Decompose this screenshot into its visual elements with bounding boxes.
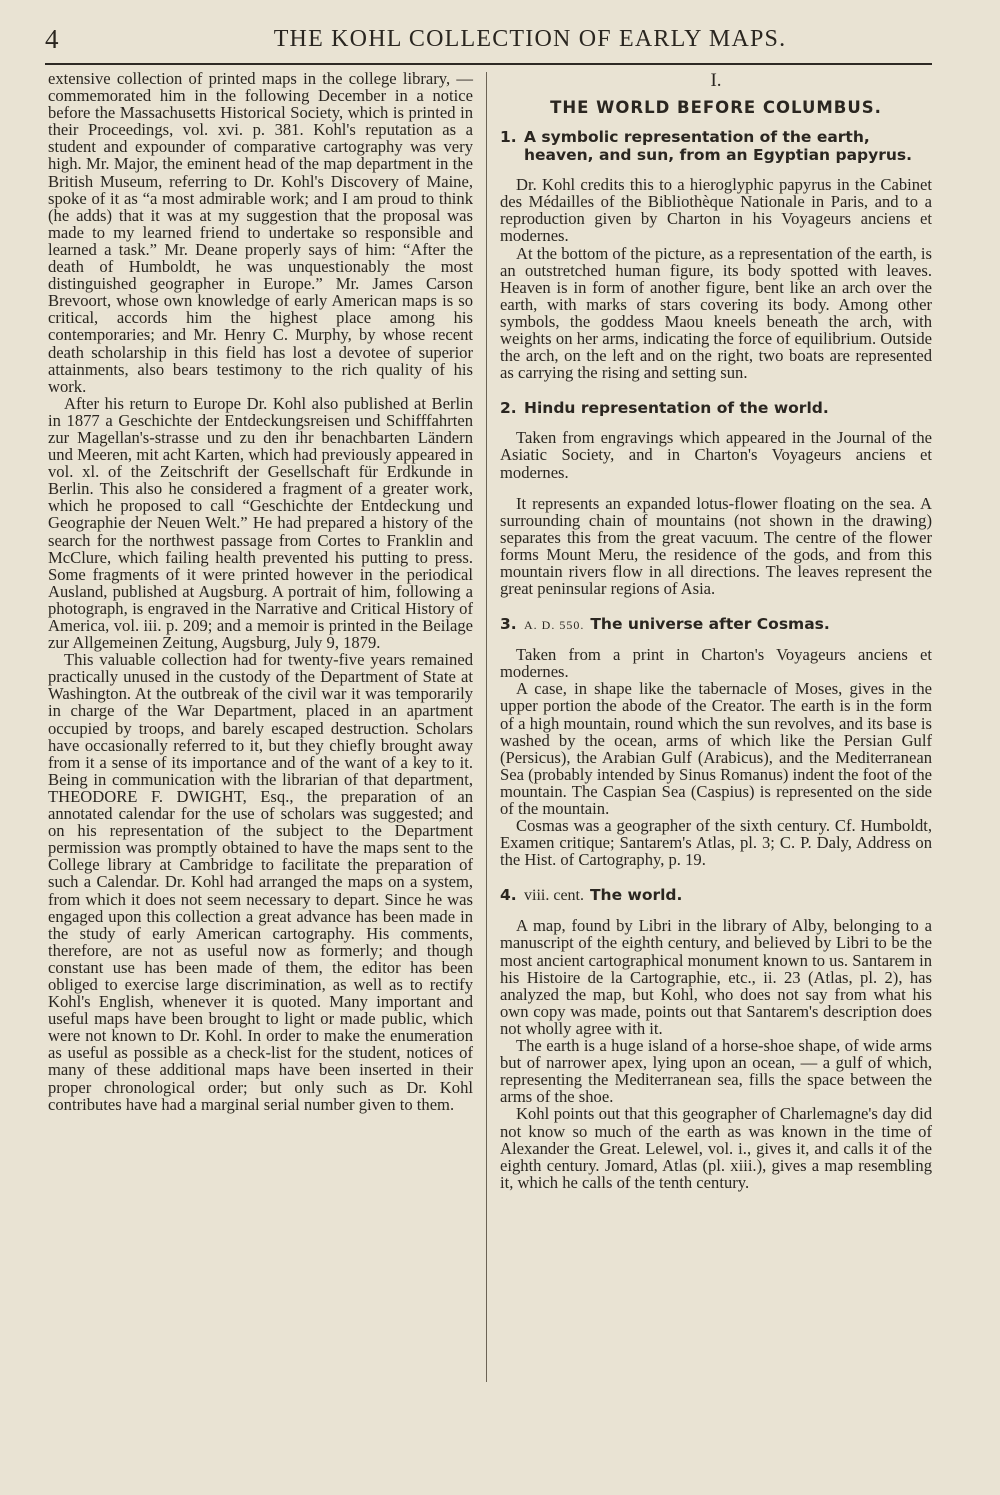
paragraph: A map, found by Libri in the library of Alby, belonging to a manuscript of the eighth century, and believed by Libri to be the most ancient cartographical monument known to us. Santarem in his Histoire de la Cartographie, etc., ii. 23 (Atlas, pl. 2), has analyzed the map, but Kohl, who does not say from what his own copy was made, points out that Santarem's description does not wholly agree with it. xyxy=(500,916,932,1038)
paragraph: At the bottom of the picture, as a representation of the earth, is an outstretched human figure, its body spotted with leaves. Heaven is in form of another figure, bent like an arch over the earth, with marks of stars covering its body. Among other symbols, the goddess Maou kneels beneath the arch, with weights on her arms, indicating the force of equilibrium. Outside the arch, on the left and on the right, two boats are represented as carrying the rising and setting sun. xyxy=(500,243,932,383)
page-header xyxy=(45,22,945,62)
right-column xyxy=(500,70,932,1191)
map-entry xyxy=(500,128,932,381)
header-rule xyxy=(45,63,932,65)
paragraph: Taken from engravings which appeared in the Journal of the Asiatic Society, and in Charton's Voyageurs anciens et modernes. xyxy=(500,428,932,482)
section-number: I. xyxy=(710,70,722,91)
entry-heading xyxy=(500,615,932,634)
running-title: THE KOHL COLLECTION OF EARLY MAPS. xyxy=(273,26,787,52)
paragraph: extensive collection of printed maps in the college library, — commemorated him in the following December in a notice before the Massachusetts Historical Society, which is printed in their Proceedings, vol. xvi. p. 381. Kohl's reputation as a student and expounder of comparative cartography was very high. Mr. Major, the eminent head of the map department in the British Museum, referring to Dr. Kohl's Discovery of Maine, spoke of it as “a most admirable work; and I am proud to think (he adds) that it was at my suggestion that the proposal was made to my learned friend to undertake so responsible and learned a task.” Mr. Deane properly says of him: “After the death of Humboldt, he was unquestionably the most distinguished geographer in Europe.” Mr. James Carson Brevoort, whose own knowledge of early American maps is so critical, accords him the highest place among his contemporaries; and Mr. Henry C. Murphy, by whose recent death scholarship in this field has lost a devotee of superior attainments, also bears testimony to the rich quality of his work. xyxy=(48,69,473,396)
map-entry xyxy=(500,615,932,868)
spacer xyxy=(500,381,932,399)
section-title: THE WORLD BEFORE COLUMBUS. xyxy=(550,98,882,118)
spacer xyxy=(500,597,932,615)
paragraph: A case, in shape like the tabernacle of Moses, gives in the upper portion the abode of the Creator. The earth is in the form of a high mountain, round which the sun revolves, and its base is washed by the ocean, arms of which like the Persian Gulf (Persicus), the Arabian Gulf (Arabicus), and the Mediterranean Sea (probably intended by Sinus Romanus) indent the foot of the mountain. The Caspian Sea (Caspius) is represented on the side of the mountain. xyxy=(500,679,932,818)
paragraph: After his return to Europe Dr. Kohl also published at Berlin in 1877 a Geschichte der Entdeckungsreisen und Schifffahrten zur Magellan's-strasse und zu den ihr benachbarten Ländern und Meeren, mit acht Karten, which had previously appeared in vol. xl. of the Zeitschrift der Gesellschaft für Erdkunde in Berlin. This also he considered a fragment of a greater work, which he proposed to call “Geschichte der Entdeckung und Geographie der Neuen Welt.” He had prepared a history of the search for the northwest passage from Cortes to Franklin and McClure, which failing health prevented his putting to press. Some fragments of it were printed however in the periodical Ausland, published at Augsburg. A portrait of him, following a photograph, is engraved in the Narrative and Critical History of America, vol. iii. p. 209; and a memoir is printed in the Beilage zur Allgemeinen Zeitung, Augsburg, July 9, 1879. xyxy=(48,393,473,653)
spacer xyxy=(500,868,932,886)
paragraph: Dr. Kohl credits this to a hieroglyphic papyrus in the Cabinet des Médailles of the Bibliothèque Nationale in Paris, and to a reproduction given by Charton in his Voyageurs anciens et modernes. xyxy=(500,175,932,246)
entry-number: 3. xyxy=(500,615,517,634)
column-divider xyxy=(486,72,487,1382)
entry-title: The universe after Cosmas. xyxy=(590,615,830,634)
map-entry xyxy=(500,399,932,597)
entry-title: The world. xyxy=(589,886,683,905)
page-number: 4 xyxy=(45,24,59,54)
entry-heading xyxy=(500,886,932,905)
entry-heading xyxy=(500,399,932,417)
entry-date: A. D. 550. xyxy=(524,618,585,633)
entry-title: A symbolic representation of the earth, heaven, and sun, from an Egyptian papyrus. xyxy=(524,128,913,165)
paragraph: This valuable collection had for twenty-five years remained practically unused in the custody of the Department of State at Washington. At the outbreak of the civil war it was temporarily in charge of the War Department, placed in an apartment occupied by troops, and barely escaped destruction. Scholars have occasionally referred to it, but they chiefly brought away from it a sense of its importance and of the want of a key to it. Being in communication with the librarian of that department, THEODORE F. DWIGHT, Esq., the preparation of an annotated calendar for the use of scholars was suggested; and on his representation of the subject to the Department permission was promptly obtained to have the maps sent to the College library at Cambridge to facilitate the preparation of such a Calendar. Dr. Kohl had arranged the maps on a system, from which it does not seem necessary to depart. Since he was engaged upon this collection a great advance has been made in the study of early American cartography. His comments, therefore, are not as useful now as formerly; and though constant use has been made of them, the editor has been obliged to exercise large discrimination, as well as to rectify Kohl's English, whenever it is quoted. Many important and useful maps have been brought to light or made public, which were not known to Dr. Kohl. In order to make the enumeration as useful as possible as a check-list for the student, notices of many of these additional maps have been inserted in their proper chronological order; but only such as Dr. Kohl contributes have had a marginal serial number given to them. xyxy=(48,650,473,1114)
entry-number: 1. xyxy=(500,128,517,147)
paragraph: Cosmas was a geographer of the sixth century. Cf. Humboldt, Examen critique; Santarem's Atlas, pl. 3; C. P. Daly, Address on the Hist. of Cartography, p. 19. xyxy=(500,816,932,870)
paragraph: Taken from a print in Charton's Voyageurs anciens et modernes. xyxy=(500,645,932,682)
map-entry xyxy=(500,886,932,1191)
entry-number: 4. xyxy=(500,886,517,905)
paragraph: The earth is a huge island of a horse-shoe shape, of wide arms but of narrower apex, lying upon an ocean, — a gulf of which, representing the Mediterranean sea, fills the space between the arms of the shoe. xyxy=(500,1036,932,1107)
left-column xyxy=(48,70,473,1113)
entry-title: Hindu representation of the world. xyxy=(524,399,829,418)
paragraph: Kohl points out that this geographer of Charlemagne's day did not know so much of the earth as was known in the time of Alexander the Great. Lelewel, vol. i., gives it, and calls it of the eighth century. Jomard, Atlas (pl. xiii.), gives a map resembling it, which he calls of the tenth century. xyxy=(500,1104,932,1192)
entry-date: viii. cent. xyxy=(524,887,584,905)
entry-heading xyxy=(500,128,932,164)
paragraph: It represents an expanded lotus-flower floating on the sea. A surrounding chain of mountains (not shown in the drawing) separates this from the great vacuum. The centre of the flower forms Mount Meru, the residence of the gods, and from this mountain rivers flow in all directions. The leaves represent the great peninsular regions of Asia. xyxy=(500,493,932,599)
entry-number: 2. xyxy=(500,399,517,418)
